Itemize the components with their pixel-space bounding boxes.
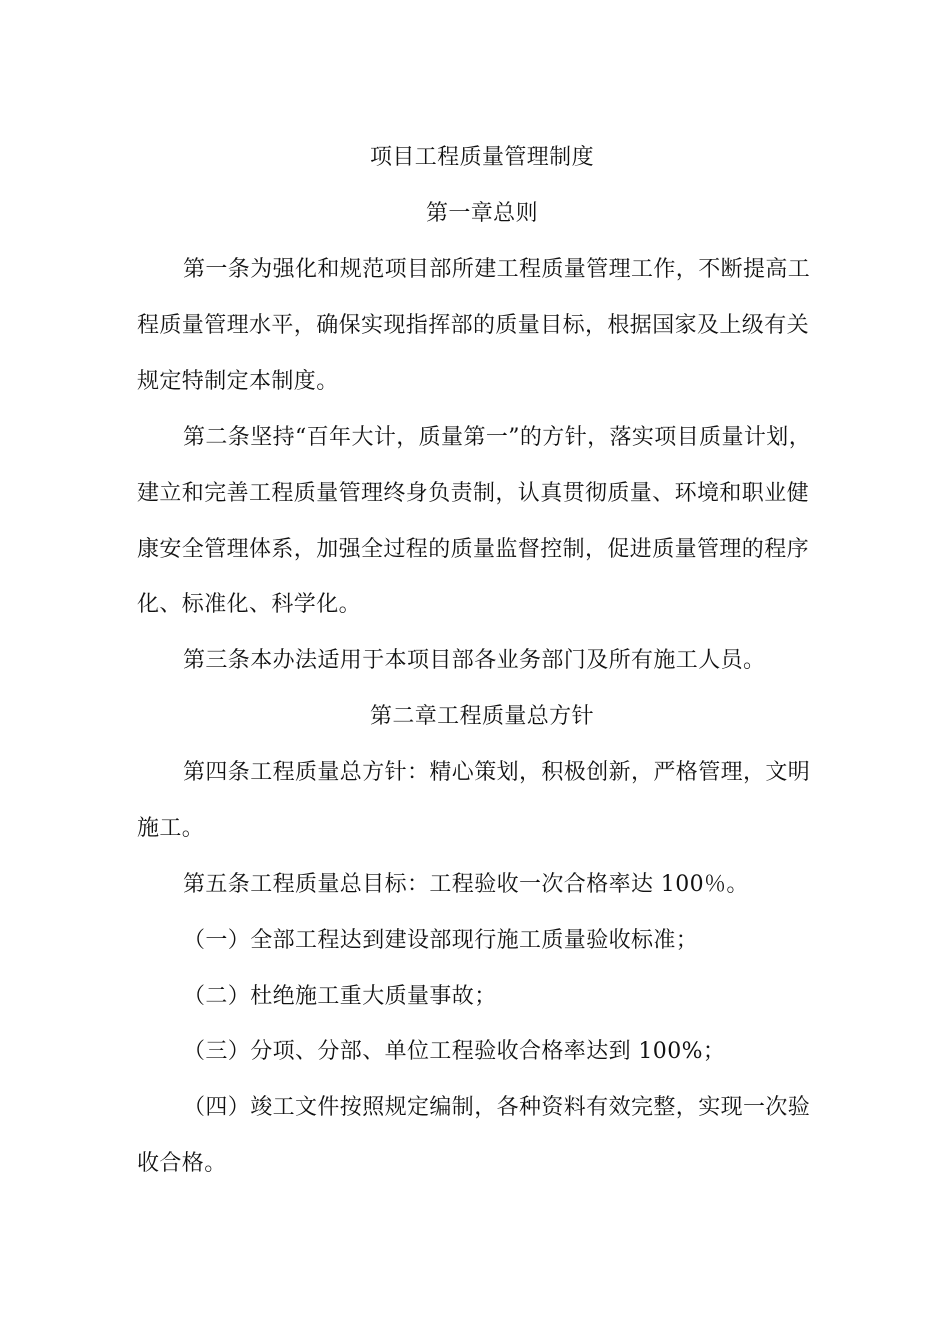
- article-4-line-2: 施工。: [137, 816, 205, 841]
- list-item-4-line-1: （四）竣工文件按照规定编制，各种资料有效完整，实现一次验: [183, 1095, 811, 1120]
- article-5-paragraph: 第五条工程质量总目标：工程验收一次合格率达 100％。: [183, 872, 749, 897]
- list-item-3: （三）分项、分部、单位工程验收合格率达到 100%；: [183, 1039, 726, 1064]
- article-1-line-1: 第一条为强化和规范项目部所建工程质量管理工作，不断提高工: [183, 257, 811, 282]
- article-4-line-1: 第四条工程质量总方针：精心策划，积极创新，严格管理，文明: [183, 760, 811, 785]
- article-3-paragraph: 第三条本办法适用于本项目部各业务部门及所有施工人员。: [183, 648, 766, 673]
- list-item-1: （一）全部工程达到建设部现行施工质量验收标准；: [183, 928, 699, 953]
- chapter-1-heading: 第一章总则: [425, 201, 538, 226]
- article-2-line-1: 第二条坚持“百年大计，质量第一”的方针，落实项目质量计划，: [183, 425, 812, 450]
- chapter-2-heading: 第二章工程质量总方针: [369, 704, 594, 729]
- list-item-4-line-2: 收合格。: [137, 1151, 227, 1176]
- article-1-line-2: 程质量管理水平，确保实现指挥部的质量目标，根据国家及上级有关: [137, 313, 810, 338]
- list-item-2: （二）杜绝施工重大质量事故；: [183, 984, 497, 1009]
- article-2-line-4: 化、标准化、科学化。: [137, 592, 362, 617]
- article-2-line-2: 建立和完善工程质量管理终身负责制，认真贯彻质量、环境和职业健: [137, 481, 810, 506]
- article-2-line-3: 康安全管理体系，加强全过程的质量监督控制，促进质量管理的程序: [137, 537, 810, 562]
- article-1-line-3: 规定特制定本制度。: [137, 369, 339, 394]
- document-title: 项目工程质量管理制度: [369, 145, 594, 170]
